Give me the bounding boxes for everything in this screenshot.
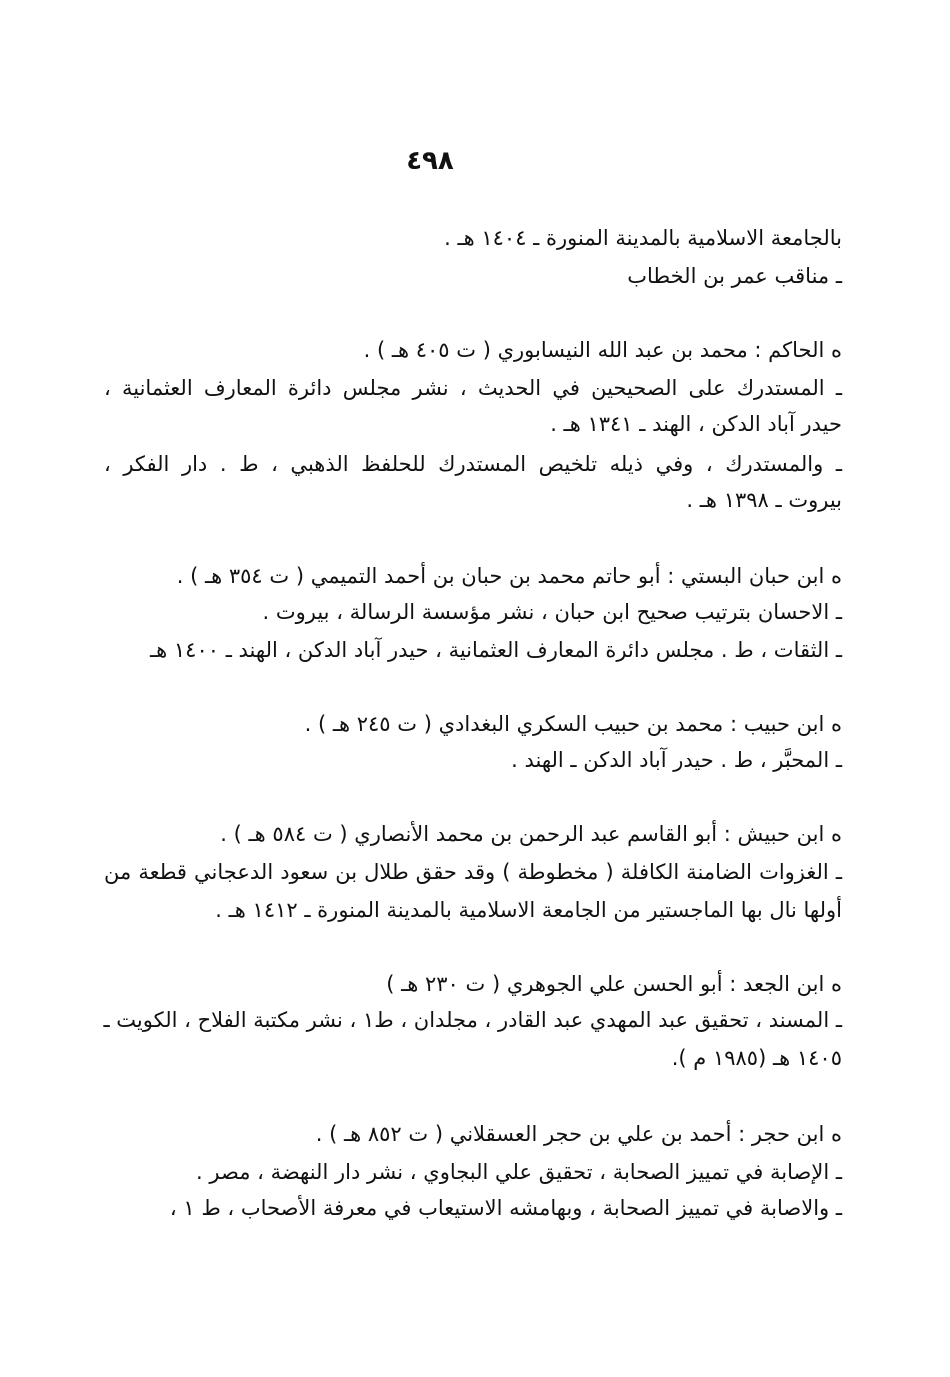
text-line: ـ الغزوات الضامنة الكافلة ( مخطوطة ) وقد حقق طلال بن سعود الدعجاني قطعة من xyxy=(104,860,842,884)
text-line: ١٤٠٥ هـ (١٩٨٥ م ). xyxy=(671,1046,842,1070)
text-line: ـ المسند ، تحقيق عبد المهدي عبد القادر ، مجلدان ، ط١ ، نشر مكتبة الفلاح ، الكويت ـ xyxy=(103,1008,842,1032)
text-line: ـ الاحسان بترتيب صحيح ابن حبان ، نشر مؤسسة الرسالة ، بيروت . xyxy=(262,600,842,624)
entry-heading: ه ابن حبان البستي : أبو حاتم محمد بن حبان بن أحمد التميمي ( ت ٣٥٤ هـ ) . xyxy=(176,564,842,588)
text-line: بالجامعة الاسلامية بالمدينة المنورة ـ ١٤٠٤ هـ . xyxy=(444,226,842,250)
text-line: ـ الثقات ، ط . مجلس دائرة المعارف العثمانية ، حيدر آباد الدكن ، الهند ـ ١٤٠٠ هـ xyxy=(150,638,842,662)
page-number: ٤٩٨ xyxy=(406,146,454,176)
entry-heading: ه ابن حبيش : أبو القاسم عبد الرحمن بن محمد الأنصاري ( ت ٥٨٤ هـ ) . xyxy=(220,822,842,846)
entry-heading: ه الحاكم : محمد بن عبد الله النيسابوري ( ت ٤٠٥ هـ ) . xyxy=(363,338,842,362)
text-line: أولها نال بها الماجستير من الجامعة الاسلامية بالمدينة المنورة ـ ١٤١٢ هـ . xyxy=(215,898,842,922)
text-line: ـ مناقب عمر بن الخطاب xyxy=(627,264,842,288)
text-line: ـ الإصابة في تمييز الصحابة ، تحقيق علي البجاوي ، نشر دار النهضة ، مصر . xyxy=(196,1160,842,1184)
entry-heading: ه ابن حبيب : محمد بن حبيب السكري البغدادي ( ت ٢٤٥ هـ ) . xyxy=(304,712,842,736)
text-line: بيروت ـ ١٣٩٨ هـ . xyxy=(686,488,842,512)
entry-heading: ه ابن حجر : أحمد بن علي بن حجر العسقلاني ( ت ٨٥٢ هـ ) . xyxy=(315,1122,842,1146)
entry-heading: ه ابن الجعد : أبو الحسن علي الجوهري ( ت ٢٣٠ هـ ) xyxy=(386,972,842,996)
text-line: ـ والمستدرك ، وفي ذيله تلخيص المستدرك للحلفظ الذهبي ، ط . دار الفكر ، xyxy=(104,452,842,476)
text-line: ـ المستدرك على الصحيحين في الحديث ، نشر مجلس دائرة المعارف العثمانية ، xyxy=(104,376,842,400)
text-line: ـ والاصابة في تمييز الصحابة ، وبهامشه الاستيعاب في معرفة الأصحاب ، ط ١ ، xyxy=(169,1196,842,1220)
text-line: حيدر آباد الدكن ، الهند ـ ١٣٤١ هـ . xyxy=(550,412,842,436)
text-line: ـ المحبَّر ، ط . حيدر آباد الدكن ـ الهند . xyxy=(511,748,842,772)
